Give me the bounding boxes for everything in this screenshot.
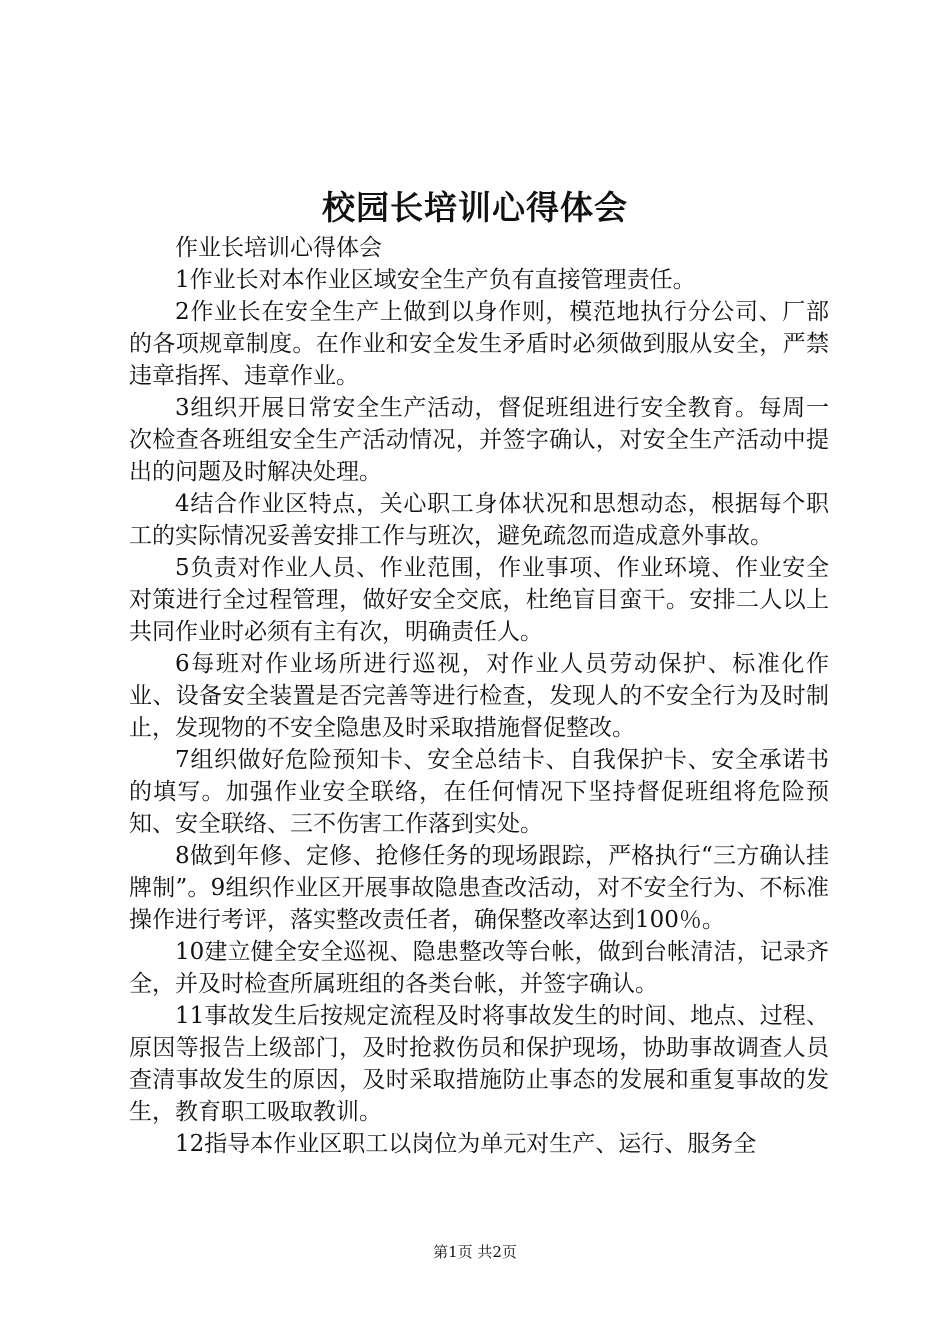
paragraph-item-1: 1作业长对本作业区域安全生产负有直接管理责任。 [175, 267, 696, 293]
paragraph-item-10: 10建立健全安全巡视、隐患整改等台帐，做到台帐清洁，记录齐全，并及时检查所属班组的各类台帐，并签字确认。 [129, 939, 829, 997]
document-body [129, 232, 829, 1160]
paragraph-item-5: 5负责对作业人员、作业范围，作业事项、作业环境、作业安全对策进行全过程管理，做好安全交底，杜绝盲目蛮干。安排二人以上共同作业时必须有主有次，明确责任人。 [129, 555, 829, 645]
paragraph-item-3: 3组织开展日常安全生产活动，督促班组进行安全教育。每周一次检查各班组安全生产活动情况，并签字确认，对安全生产活动中提出的问题及时解决处理。 [129, 395, 829, 485]
paragraph-item-8-9: 8做到年修、定修、抢修任务的现场跟踪，严格执行“三方确认挂牌制”。9组织作业区开展事故隐患查改活动，对不安全行为、不标准操作进行考评，落实整改责任者，确保整改率达到100％。 [129, 843, 829, 933]
paragraph-subtitle: 作业长培训心得体会 [175, 235, 382, 261]
paragraph-item-11: 11事故发生后按规定流程及时将事故发生的时间、地点、过程、原因等报告上级部门，及时抢救伤员和保护现场，协助事故调查人员查清事故发生的原因，及时采取措施防止事态的发展和重复事故的发生，教育职工吸取教训。 [129, 1003, 829, 1125]
paragraph-item-12: 12指导本作业区职工以岗位为单元对生产、运行、服务全 [175, 1131, 757, 1157]
page-number-footer: 第1页 共2页 [433, 1243, 517, 1261]
paragraph-item-6: 6每班对作业场所进行巡视，对作业人员劳动保护、标准化作业、设备安全装置是否完善等进行检查，发现人的不安全行为及时制止，发现物的不安全隐患及时采取措施督促整改。 [129, 651, 829, 741]
paragraph-item-2: 2作业长在安全生产上做到以身作则，模范地执行分公司、厂部的各项规章制度。在作业和安全发生矛盾时必须做到服从安全，严禁违章指挥、违章作业。 [129, 299, 829, 389]
paragraph-item-4: 4结合作业区特点，关心职工身体状况和思想动态，根据每个职工的实际情况妥善安排工作与班次，避免疏忽而造成意外事故。 [129, 491, 829, 549]
paragraph-item-7: 7组织做好危险预知卡、安全总结卡、自我保护卡、安全承诺书的填写。加强作业安全联络，在任何情况下坚持督促班组将危险预知、安全联络、三不伤害工作落到实处。 [129, 747, 829, 837]
document-title: 校园长培训心得体会 [322, 188, 628, 227]
